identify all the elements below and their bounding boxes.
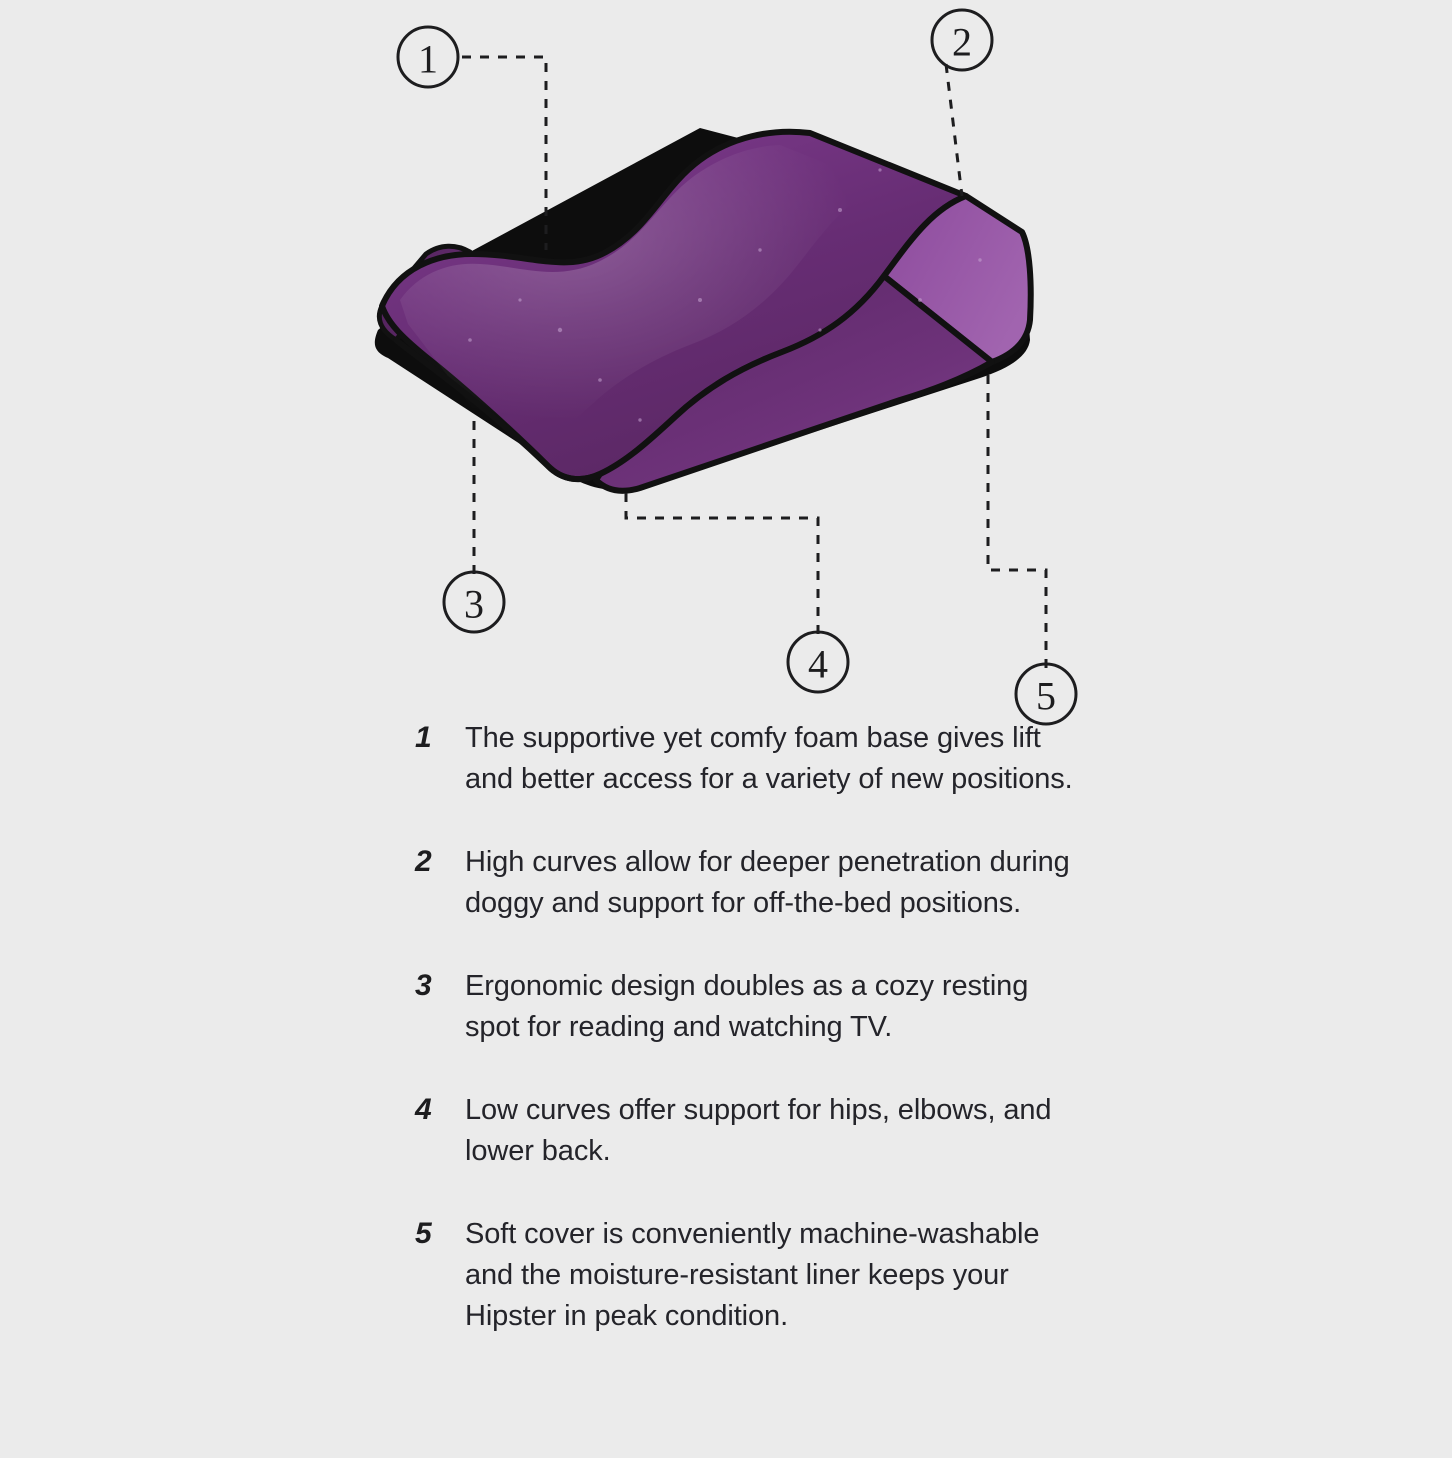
feature-text: Low curves offer support for hips, elbows, and lower back.: [465, 1094, 1052, 1167]
feature-number: 3: [415, 969, 432, 1002]
product-illustration: [375, 128, 1031, 491]
callout-label-3: 3: [464, 581, 484, 627]
callout-label-2: 2: [952, 19, 972, 65]
feature-number: 4: [415, 1093, 432, 1126]
feature-text: Ergonomic design doubles as a cozy resting spot for reading and watching TV.: [465, 970, 1029, 1043]
list-item: [0, 966, 1452, 1048]
list-item: [0, 718, 1452, 800]
feature-list: [0, 718, 1452, 1379]
leader-line-2: [946, 64, 962, 196]
callout-marker-2: [932, 10, 992, 70]
callout-label-5: 5: [1036, 673, 1056, 719]
leader-line-5: [988, 372, 1046, 668]
callout-label-4: 4: [808, 641, 828, 687]
leader-line-4: [626, 488, 818, 634]
list-item: [0, 1090, 1452, 1172]
feature-text: Soft cover is conveniently machine-washable and the moisture-resistant liner keeps your Hipster in peak condition.: [465, 1218, 1040, 1332]
feature-number: 2: [415, 845, 432, 878]
feature-number: 5: [415, 1217, 432, 1250]
callout-marker-4: [788, 632, 848, 692]
list-item: [0, 1214, 1452, 1337]
feature-text: The supportive yet comfy foam base gives lift and better access for a variety of new positions.: [465, 722, 1073, 795]
feature-text: High curves allow for deeper penetration during doggy and support for off-the-bed positions.: [465, 846, 1070, 919]
callout-marker-5: [1016, 664, 1076, 724]
feature-number: 1: [415, 721, 432, 754]
callout-marker-3: [444, 572, 504, 632]
callout-marker-1: [398, 27, 458, 87]
callout-label-1: 1: [418, 36, 438, 82]
list-item: [0, 842, 1452, 924]
